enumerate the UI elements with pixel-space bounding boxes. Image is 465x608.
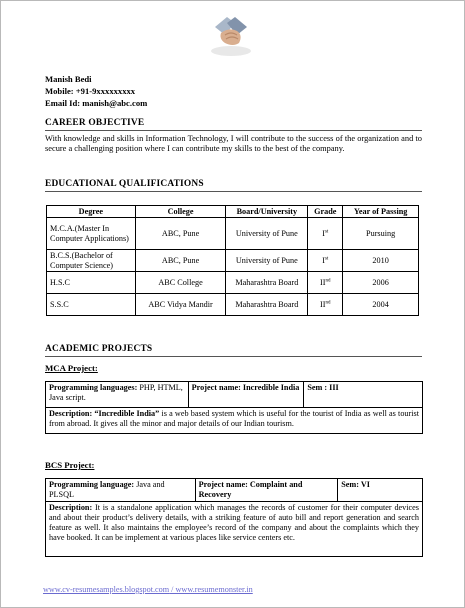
degree-cell: H.S.C (47, 272, 136, 294)
table-row (46, 502, 423, 557)
column-header: Board/University (226, 206, 308, 218)
college-cell: ABC Vidya Mandir (135, 294, 226, 316)
year-cell: 2010 (343, 250, 419, 272)
grade-cell: IInd (308, 272, 343, 294)
footer-links (43, 585, 253, 594)
board-cell: University of Pune (226, 218, 308, 250)
description-cell: Description: It is a standalone application which manages the records of customer for their computer devices and about their product’s delivery details, with a striking feature of auto bill and report generation and search feature as well. It also maintains the employee’s record of the company and about the complaints which they have booked. It can be implement at various places like service centers etc. (46, 502, 423, 557)
project-name-cell: Project name: Incredible India (188, 382, 304, 408)
board-cell: University of Pune (226, 250, 308, 272)
college-cell: ABC College (135, 272, 226, 294)
academic-projects-heading: ACADEMIC PROJECTS (45, 344, 153, 354)
footer-link-site[interactable]: www.resumemonster.in (175, 585, 253, 594)
mca-project-table (45, 381, 423, 434)
career-objective-heading: CAREER OBJECTIVE (45, 118, 145, 128)
year-cell: Pursuing (343, 218, 419, 250)
year-cell: 2004 (343, 294, 419, 316)
table-row (47, 294, 419, 316)
college-cell: ABC, Pune (135, 250, 226, 272)
education-table (46, 205, 419, 316)
year-cell: 2006 (343, 272, 419, 294)
grade-cell: Ist (308, 250, 343, 272)
column-header: College (135, 206, 226, 218)
board-cell: Maharashtra Board (226, 294, 308, 316)
table-row (46, 479, 423, 502)
career-objective-text: With knowledge and skills in Information Technology, I will contribute to the success of the organization and to secure a challenging position where I can contribute my skills to the best of the company. (45, 134, 422, 154)
column-header: Grade (308, 206, 343, 218)
footer-link-blog[interactable]: www.cv-resumesamples.blogspot.com (43, 585, 170, 594)
footer-separator: / (169, 585, 176, 594)
email-address: Email Id: manish@abc.com (45, 98, 148, 108)
table-row (47, 218, 419, 250)
section-divider (45, 356, 422, 357)
degree-cell: B.C.S.(Bachelor of Computer Science) (47, 250, 136, 272)
bcs-project-heading: BCS Project: (45, 460, 95, 470)
column-header: Year of Passing (343, 206, 419, 218)
programming-language-cell: Programming language: Java and PLSQL (46, 479, 196, 502)
contact-block (45, 73, 147, 109)
table-row (46, 382, 423, 408)
mca-project-heading: MCA Project: (45, 363, 98, 373)
section-divider (45, 130, 422, 131)
section-divider (45, 191, 422, 192)
project-name-cell: Project name: Complaint and Recovery (195, 479, 338, 502)
description-cell: Description: “Incredible India” is a web based system which is useful for the tourist of India as well as tourist from abroad. It gives all the minor and major details of our Indian tourism. (46, 408, 423, 434)
table-row (47, 272, 419, 294)
grade-cell: Ist (308, 218, 343, 250)
degree-cell: S.S.C (47, 294, 136, 316)
table-header-row (47, 206, 419, 218)
bcs-project-table (45, 478, 423, 557)
column-header: Degree (47, 206, 136, 218)
board-cell: Maharashtra Board (226, 272, 308, 294)
degree-cell: M.C.A.(Master In Computer Applications) (47, 218, 136, 250)
semester-cell: Sem: VI (338, 479, 423, 502)
candidate-name: Manish Bedi (45, 74, 92, 84)
grade-cell: IInd (308, 294, 343, 316)
table-row (46, 408, 423, 434)
mobile-number: Mobile: +91-9xxxxxxxxx (45, 86, 136, 96)
college-cell: ABC, Pune (135, 218, 226, 250)
education-heading: EDUCATIONAL QUALIFICATIONS (45, 179, 204, 189)
table-row (47, 250, 419, 272)
semester-cell: Sem : III (304, 382, 423, 408)
programming-languages-cell: Programming languages: PHP, HTML, Java script. (46, 382, 189, 408)
handshake-icon (207, 13, 255, 57)
